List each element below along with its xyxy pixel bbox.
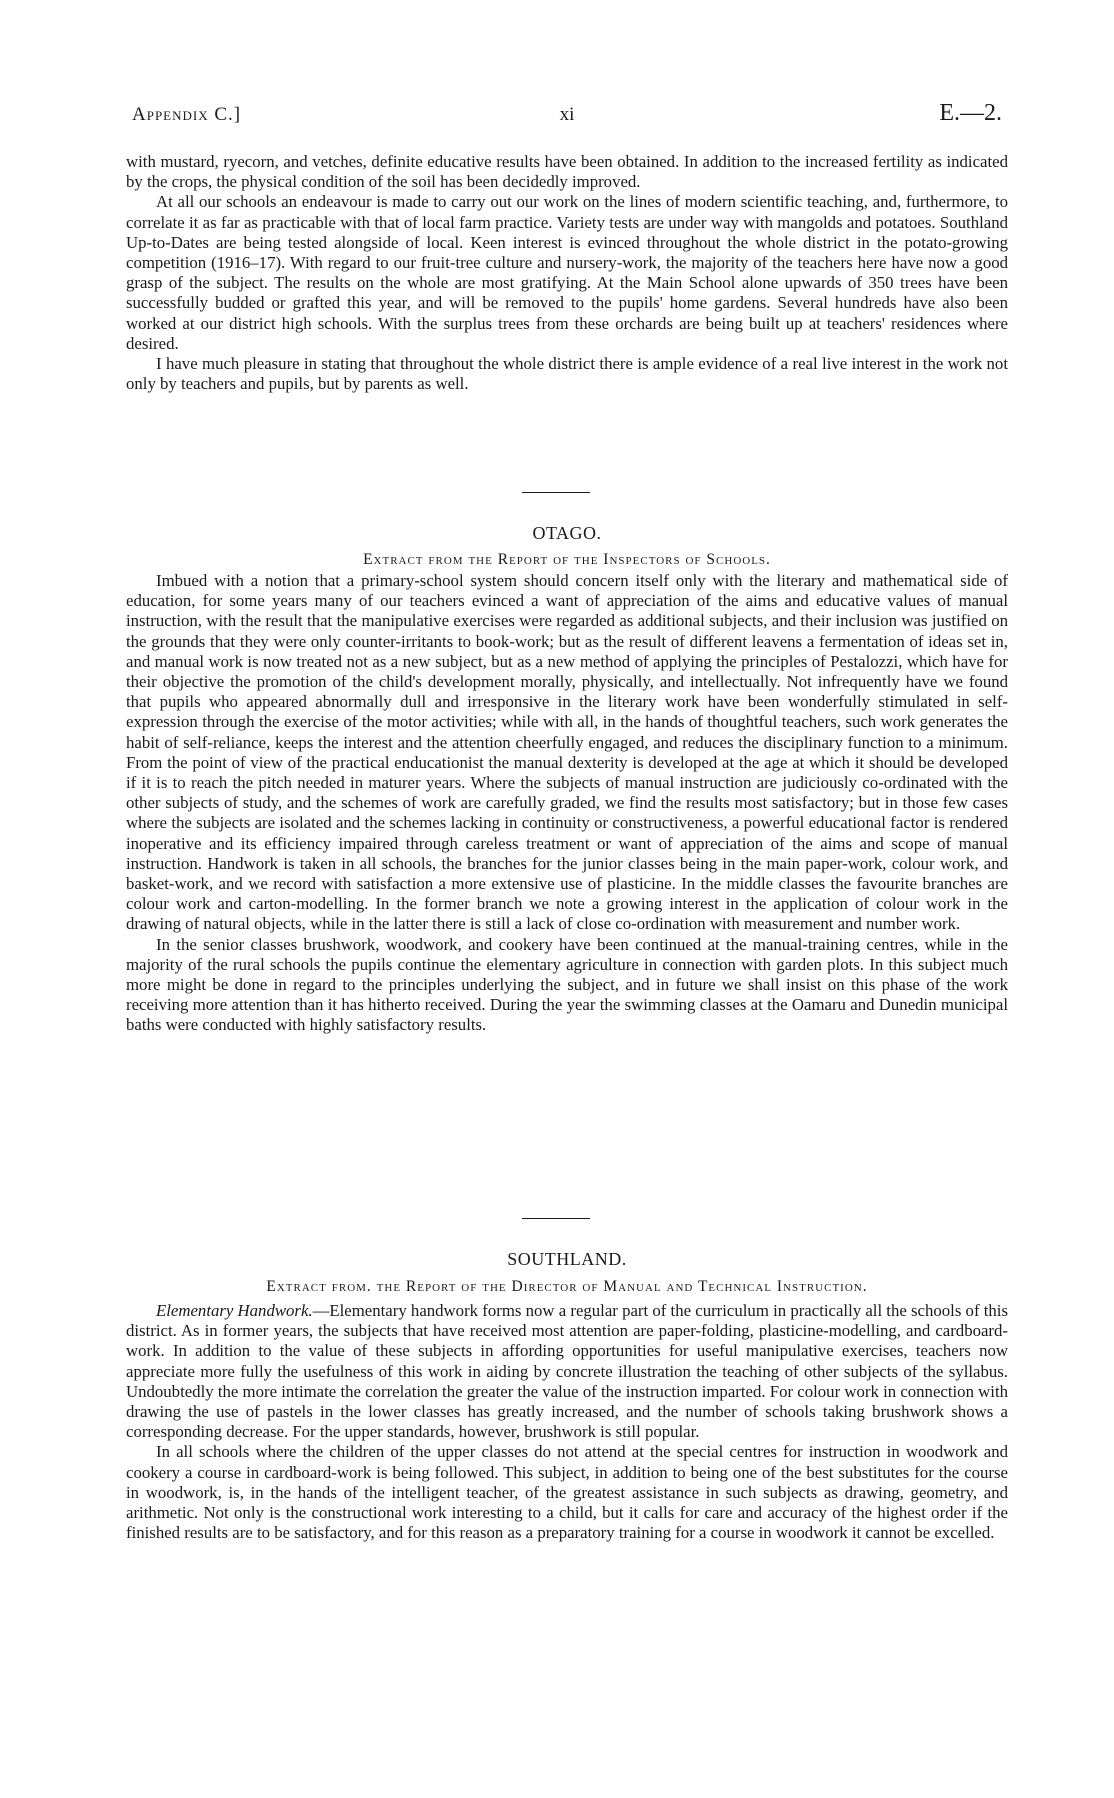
paragraph (126, 1301, 1008, 1442)
paragraph: At all our schools an endeavour is made to carry out our work on the lines of modern scientific teaching, and, furthermore, to correlate it as far as practicable with that of local farm practice. Variety tests are under way with mangolds and potatoes. Southland Up-to-Dates are being tested alongside of local. Keen interest is evinced throughout the whole district in the potato-growing competition (1916–17). With regard to our fruit-tree culture and nursery-work, the majority of the teachers here have now a good grasp of the subject. The results on the whole are most gratifying. At the Main School alone upwards of 350 trees have been successfully budded or grafted this year, and will be removed to the pupils' home gardens. Several hundreds have also been worked at our district high schools. With the surplus trees from these orchards are being built up at teachers' residences where desired. (126, 192, 1008, 353)
paragraph-text: —Elementary handwork forms now a regular part of the curriculum in practically all the schools of this district. As in former years, the subjects that have received most attention are paper-folding, plasticine-modelling, and cardboard-work. In addition to the value of these subjects in affording opportunities for useful manipulative exercises, teachers now appreciate more fully the usefulness of this work in aiding by concrete illustration the teaching of other subjects of the syllabus. Undoubtedly the more intimate the correlation the greater the value of the instruction imparted. For colour work in connection with drawing the use of pastels in the lower classes has greatly increased, and the number of schools taking brushwork shows a corresponding decrease. For the upper standards, however, brushwork is still popular. (126, 1301, 1008, 1442)
page-header (132, 98, 1002, 132)
southland-subheading: Extract from. the Report of the Director of Manual and Technical Instruction. (266, 1278, 868, 1295)
section-divider (522, 492, 590, 493)
paragraph: Imbued with a notion that a primary-school system should concern itself only with the literary and mathematical side of education, for some years many of our teachers evinced a want of appreciation of the aims and educative values of manual instruction, with the result that the manipulative exercises were regarded as additional subjects, and their inclusion was justified on the grounds that they were only counter-irritants to book-work; but as the result of different leavens a fermentation of ideas set in, and manual work is now treated not as a new subject, but as a new method of applying the principles of Pestalozzi, which have for their objective the promotion of the child's development morally, physically, and intellectually. Not infrequently have we found that pupils who appeared abnormally dull and irresponsive in the literary work have been wonderfully stimulated in self-expression through the exercise of the motor activities; while with all, in the hands of thoughtful teachers, such work generates the habit of self-reliance, keeps the interest and the attention cheerfully engaged, and reduces the disciplinary function to a minimum. From the point of view of the practical enducationist the manual dexterity is developed at the age at which it should be developed if it is to reach the pitch needed in maturer years. Where the subjects of manual instruction are judiciously co-ordinated with the other subjects of study, and the schemes of work are carefully graded, we find the results most satisfactory; but in those few cases where the subjects are isolated and the schemes lacking in continuity or constructiveness, a powerful educational factor is rendered inoperative and its efficiency impaired through careless treatment or want of appreciation of the aims and scope of manual instruction. Handwork is taken in all schools, the branches for the junior classes being in the main paper-work, colour work, and basket-work, and we record with satisfaction a more extensive use of plasticine. In the middle classes the favourite branches are colour work and carton-modelling. In the former branch we note a growing interest in the application of colour work in the drawing of natural objects, while in the latter there is still a lack of close co-ordination with measurement and number work. (126, 571, 1008, 934)
paragraph: with mustard, ryecorn, and vetches, definite educative results have been obtained. In addition to the increased fertility as indicated by the crops, the physical condition of the soil has been decidedly improved. (126, 152, 1008, 192)
section-divider (522, 1218, 590, 1219)
header-appendix: Appendix C.] (132, 104, 242, 125)
paragraph: In all schools where the children of the upper classes do not attend at the special centres for instruction in woodwork and cookery a course in cardboard-work is being followed. This subject, in addition to being one of the best substitutes for the course in woodwork, is, in the hands of the intelligent teacher, of the greatest assistance in such subjects as drawing, geometry, and arithmetic. Not only is the constructional work interesting to a child, but it calls for care and accuracy of the highest order if the finished results are to be satisfactory, and for this reason as a preparatory training for a course in woodwork it cannot be excelled. (126, 1442, 1008, 1543)
header-report-code: E.—2. (939, 100, 1002, 126)
southland-heading: SOUTHLAND. (507, 1249, 627, 1269)
top-section-text (126, 152, 1008, 394)
otago-text (126, 571, 1008, 1036)
southland-text (126, 1301, 1008, 1543)
section-lead-heading: Elementary Handwork. (156, 1301, 313, 1320)
otago-subheading: Extract from the Report of the Inspectors of Schools. (363, 551, 771, 568)
header-page-number: xi (559, 104, 575, 125)
paragraph: In the senior classes brushwork, woodwork, and cookery have been continued at the manual-training centres, while in the majority of the rural schools the pupils continue the elementary agriculture in connection with garden plots. In this subject much more might be done in regard to the principles underlying the subject, and in future we shall insist on this phase of the work receiving more attention than it has hitherto received. During the year the swimming classes at the Oamaru and Dunedin municipal baths were conducted with highly satisfactory results. (126, 934, 1008, 1035)
otago-heading: OTAGO. (532, 523, 602, 543)
paragraph: I have much pleasure in stating that throughout the whole district there is ample evidence of a real live interest in the work not only by teachers and pupils, but by parents as well. (126, 354, 1008, 394)
